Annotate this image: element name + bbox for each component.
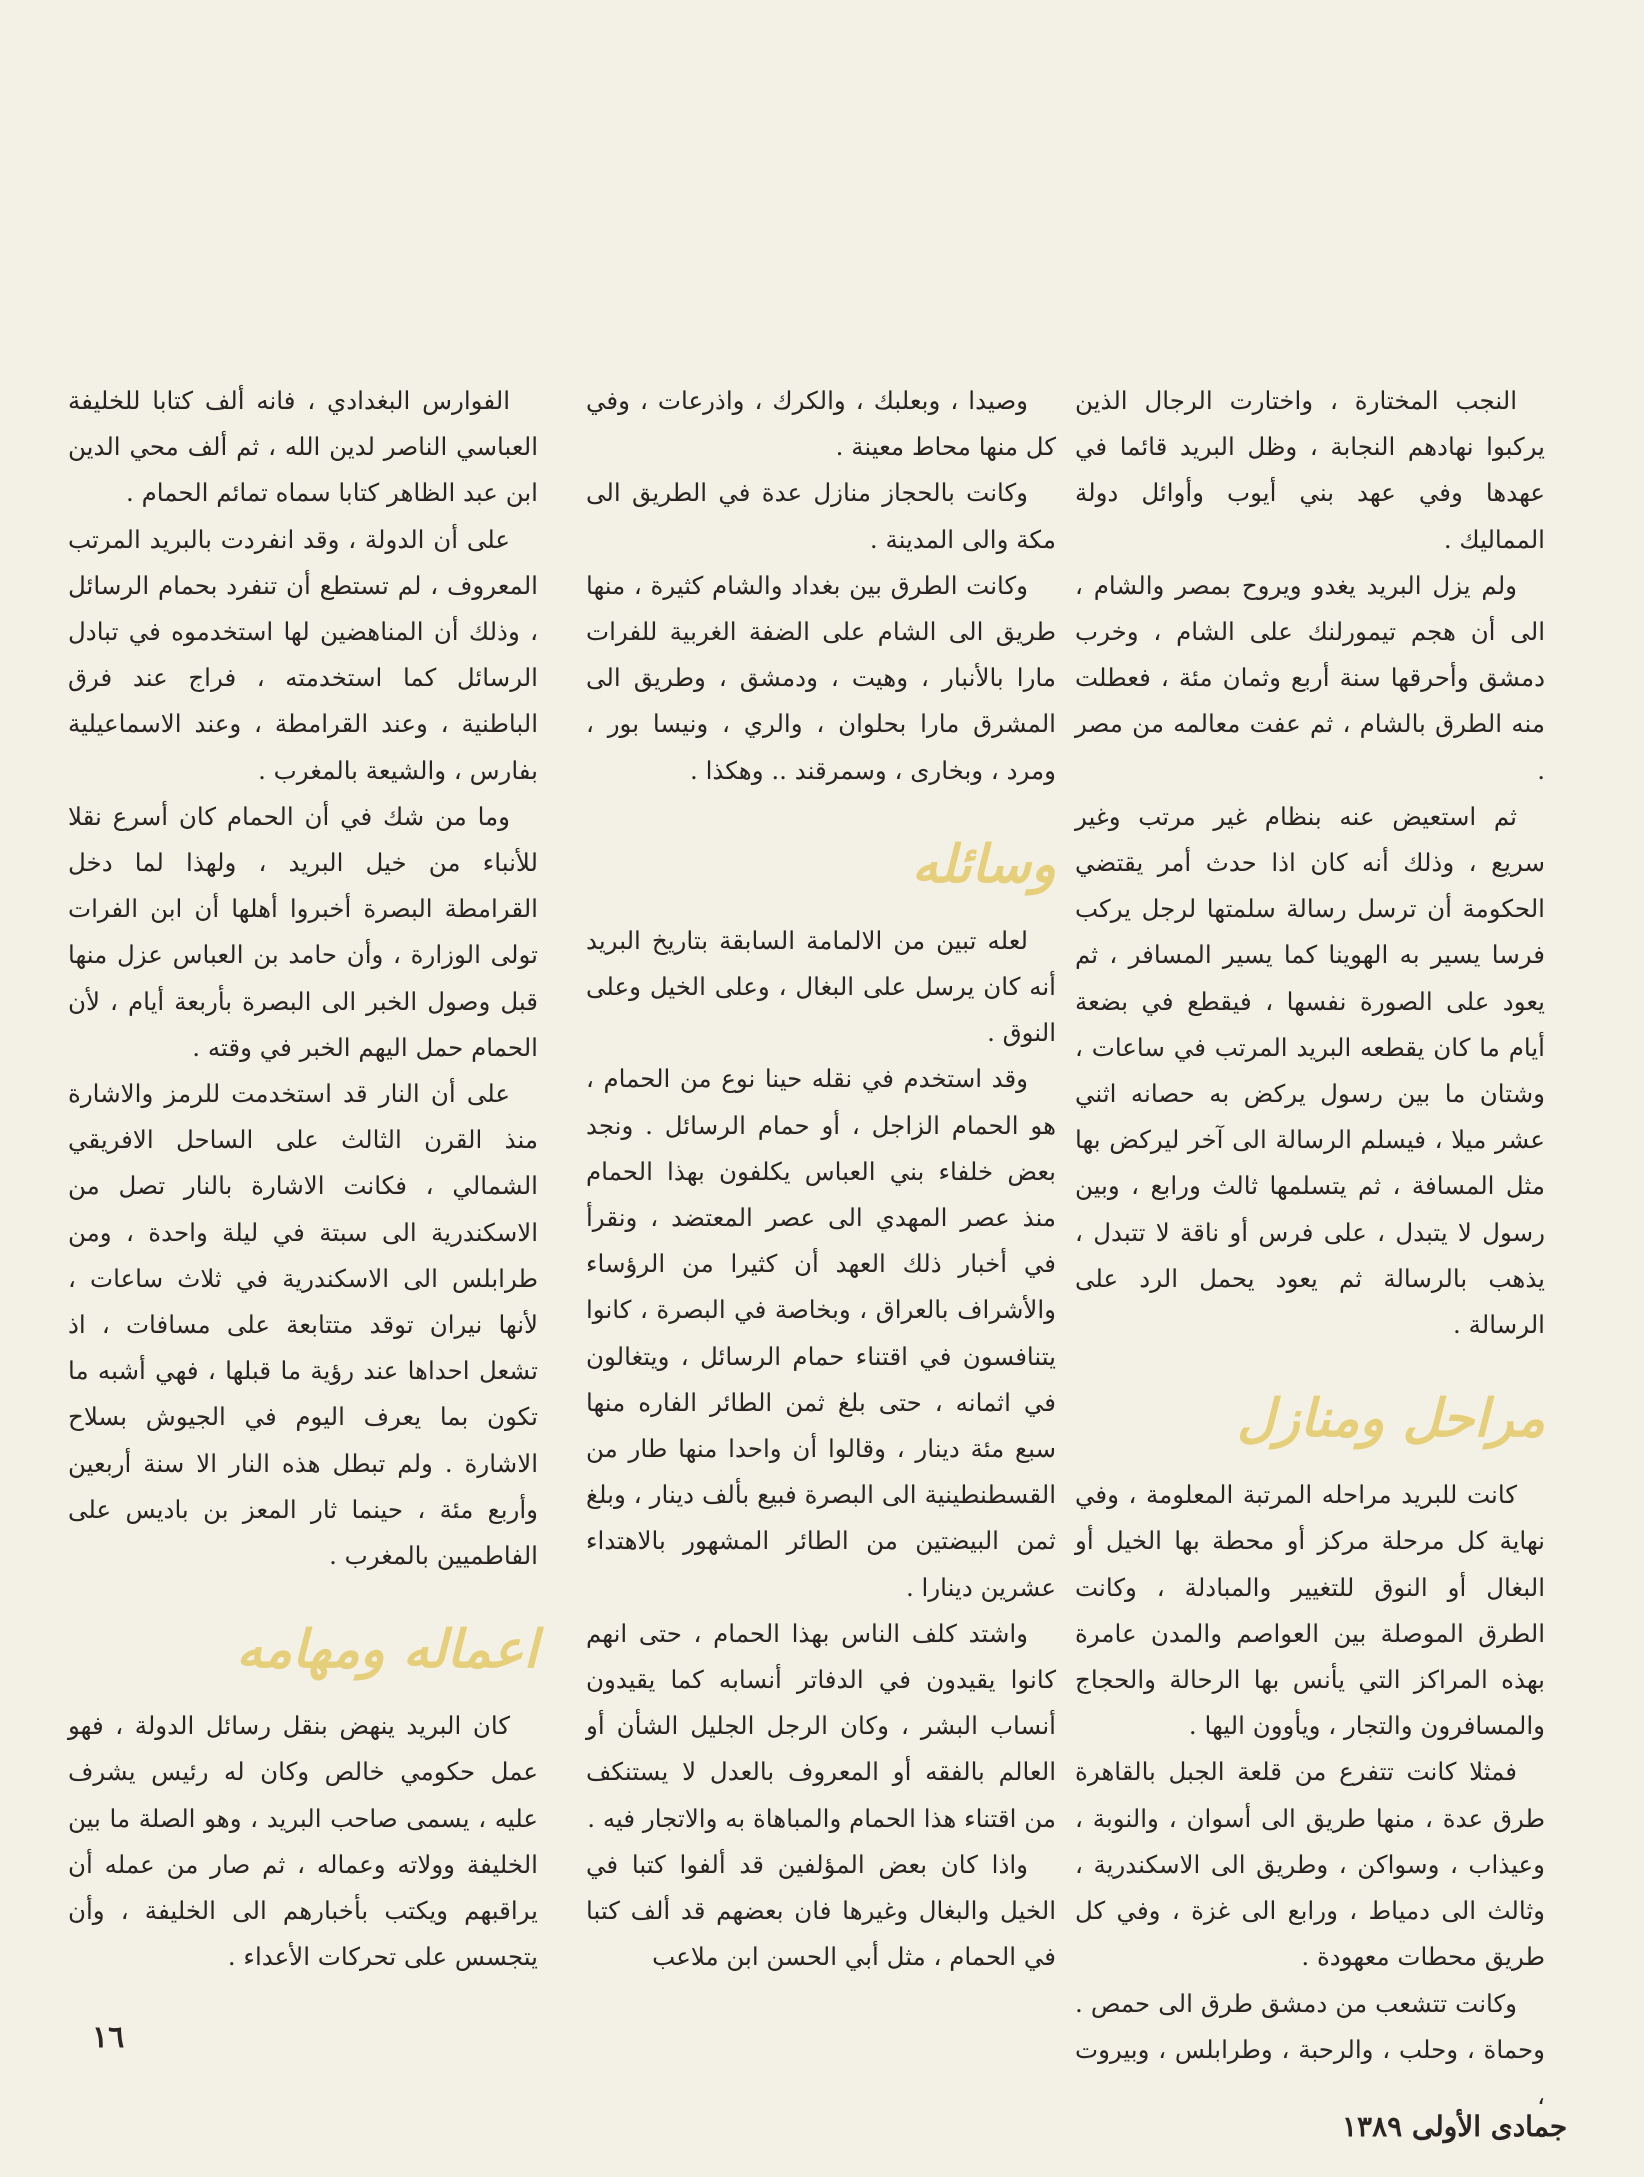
paragraph: على أن الدولة ، وقد انفردت بالبريد المرتب المعروف ، لم تستطع أن تنفرد بحمام الرسائل ، وذلك أن المناهضين لها استخدموه في تبادل الرسائل كما استخدمته ، فراج عند فرق الباطنية ، وعند القرامطة ، وعند الاسماعيلية بفارس ، والشيعة بالمغرب . <box>68 524 538 785</box>
paragraph: وكانت تتشعب من دمشق طرق الى حمص . وحماة ، وحلب ، والرحبة ، وطرابلس ، وبيروت ، <box>1075 1988 1545 2110</box>
section-heading-duties: اعماله ومهامه <box>236 1620 538 1681</box>
issue-date: جمادى الأولى ١٣٨٩ <box>1342 2110 1568 2143</box>
page-number: ١٦ <box>92 2020 125 2055</box>
paragraph: النجب المختارة ، واختارت الرجال الذين يركبوا نهادهم النجابة ، وظل البريد قائما في عهدها وفي عهد بني أيوب وأوائل دولة المماليك . <box>1075 386 1545 554</box>
paragraph: فمثلا كانت تتفرع من قلعة الجبل بالقاهرة طرق عدة ، منها طريق الى أسوان ، والنوبة ، وعيذاب ، وسواكن ، وطريق الى الاسكندرية ، وثالث الى دمياط ، ورابع الى غزة ، وفي كل طريق محطات معهودة . <box>1075 1757 1545 1972</box>
paragraph: واشتد كلف الناس بهذا الحمام ، حتى انهم كانوا يقيدون في الدفاتر أنسابه كما يقيدون أنساب البشر ، وكان الرجل الجليل الشأن أو العالم بالفقه أو المعروف بالعدل لا يستنكف من اقتناء هذا الحمام والمباهاة به والاتجار فيه . <box>586 1618 1056 1833</box>
paragraph: على أن النار قد استخدمت للرمز والاشارة منذ القرن الثالث على الساحل الافريقي الشمالي ، فكانت الاشارة بالنار تصل من الاسكندرية الى سبتة في ليلة واحدة ، ومن طرابلس الى الاسكندرية في ثلاث ساعات ، لأنها نيران توقد متتابعة على مسافات ، اذ تشعل احداها عند رؤية ما قبلها ، فهي أشبه ما تكون بما يعرف اليوم في الجيوش بسلاح الاشارة . ولم تبطل هذه النار الا سنة أربعين وأربع مئة ، حينما ثار المعز بن باديس على الفاطميين بالمغرب . <box>68 1079 538 1571</box>
paragraph: وقد استخدم في نقله حينا نوع من الحمام ، هو الحمام الزاجل ، أو حمام الرسائل . ونجد بعض خلفاء بني العباس يكلفون بهذا الحمام منذ عصر المهدي الى عصر المعتضد ، ونقرأ في أخبار ذلك العهد أن كثيرا من الرؤساء والأشراف بالعراق ، وبخاصة في البصرة ، كانوا يتنافسون في اقتناء حمام الرسائل ، ويتغالون في اثمانه ، حتى بلغ ثمن الطائر الفاره منها سبع مئة دينار ، وقالوا أن واحدا منها طار من القسطنطينية الى البصرة فبيع بألف دينار ، وبلغ ثمن البيضتين من الطائر المشهور بالاهتداء عشرين دينارا . <box>586 1064 1056 1602</box>
paragraph: كانت للبريد مراحله المرتبة المعلومة ، وفي نهاية كل مرحلة مركز أو محطة بها الخيل أو البغال أو النوق للتغيير والمبادلة ، وكانت الطرق الموصلة بين العواصم والمدن عامرة بهذه المراكز التي يأنس بها الرحالة والحجاج والمسافرون والتجار ، ويأوون اليها . <box>1075 1480 1545 1741</box>
text-column-middle <box>586 378 1056 1981</box>
section-heading-means: وسائله <box>911 834 1056 895</box>
text-column-right <box>1075 378 1545 2119</box>
paragraph: وكانت الطرق بين بغداد والشام كثيرة ، منها طريق الى الشام على الضفة الغربية للفرات مارا بالأنبار ، وهيت ، ودمشق ، وطريق الى المشرق مارا بحلوان ، والري ، ونيسا بور ، ومرد ، وبخارى ، وسمرقند .. وهكذا . <box>586 570 1056 785</box>
paragraph: كان البريد ينهض بنقل رسائل الدولة ، فهو عمل حكومي خالص وكان له رئيس يشرف عليه ، يسمى صاحب البريد ، وهو الصلة ما بين الخليفة وولاته وعماله ، ثم صار من عمله أن يراقبهم ويكتب بأخبارهم الى الخليفة ، وأن يتجسس على تحركات الأعداء . <box>68 1711 538 1972</box>
section-heading-stages: مراحل ومنازل <box>1236 1389 1545 1450</box>
paragraph: الفوارس البغدادي ، فانه ألف كتابا للخليفة العباسي الناصر لدين الله ، ثم ألف محي الدين ابن عبد الظاهر كتابا سماه تمائم الحمام . <box>68 386 538 508</box>
paragraph: واذا كان بعض المؤلفين قد ألفوا كتبا في الخيل والبغال وغيرها فان بعضهم قد ألف كتبا في الحمام ، مثل أبي الحسن ابن ملاعب <box>586 1849 1056 1972</box>
paragraph: وكانت بالحجاز منازل عدة في الطريق الى مكة والى المدينة . <box>586 478 1056 554</box>
paragraph: وما من شك في أن الحمام كان أسرع نقلا للأنباء من خيل البريد ، ولهذا لما دخل القرامطة البصرة أخبروا أهلها أن ابن الفرات تولى الوزارة ، وأن حامد بن العباس عزل منها قبل وصول الخبر الى البصرة بأربعة أيام ، لأن الحمام حمل اليهم الخبر في وقته . <box>68 801 538 1062</box>
paragraph: ثم استعيض عنه بنظام غير مرتب وغير سريع ، وذلك أنه كان اذا حدث أمر يقتضي الحكومة أن ترسل رسالة سلمتها لرجل يركب فرسا يسير به الهوينا كما يسير المسافر ، ثم يعود على الصورة نفسها ، فيقطع في بضعة أيام ما كان يقطعه البريد المرتب في ساعات ، وشتان ما بين رسول يركض به حصانه اثني عشر ميلا ، فيسلم الرسالة الى آخر ليركض بها مثل المسافة ، ثم يتسلمها ثالث ورابع ، وبين رسول لا يتبدل ، على فرس أو ناقة لا تتبدل ، يذهب بالرسالة ثم يعود يحمل الرد على الرسالة . <box>1075 801 1545 1340</box>
text-column-left <box>68 378 538 1981</box>
paragraph: ولم يزل البريد يغدو ويروح بمصر والشام ، الى أن هجم تيمورلنك على الشام ، وخرب دمشق وأحرقها سنة أربع وثمان مئة ، فعطلت منه الطرق بالشام ، ثم عفت معالمه من مصر . <box>1075 570 1545 785</box>
paragraph: وصيدا ، وبعلبك ، والكرك ، واذرعات ، وفي كل منها محاط معينة . <box>586 386 1056 462</box>
paragraph: لعله تبين من الالمامة السابقة بتاريخ البريد أنه كان يرسل على البغال ، وعلى الخيل وعلى النوق . <box>586 925 1056 1048</box>
